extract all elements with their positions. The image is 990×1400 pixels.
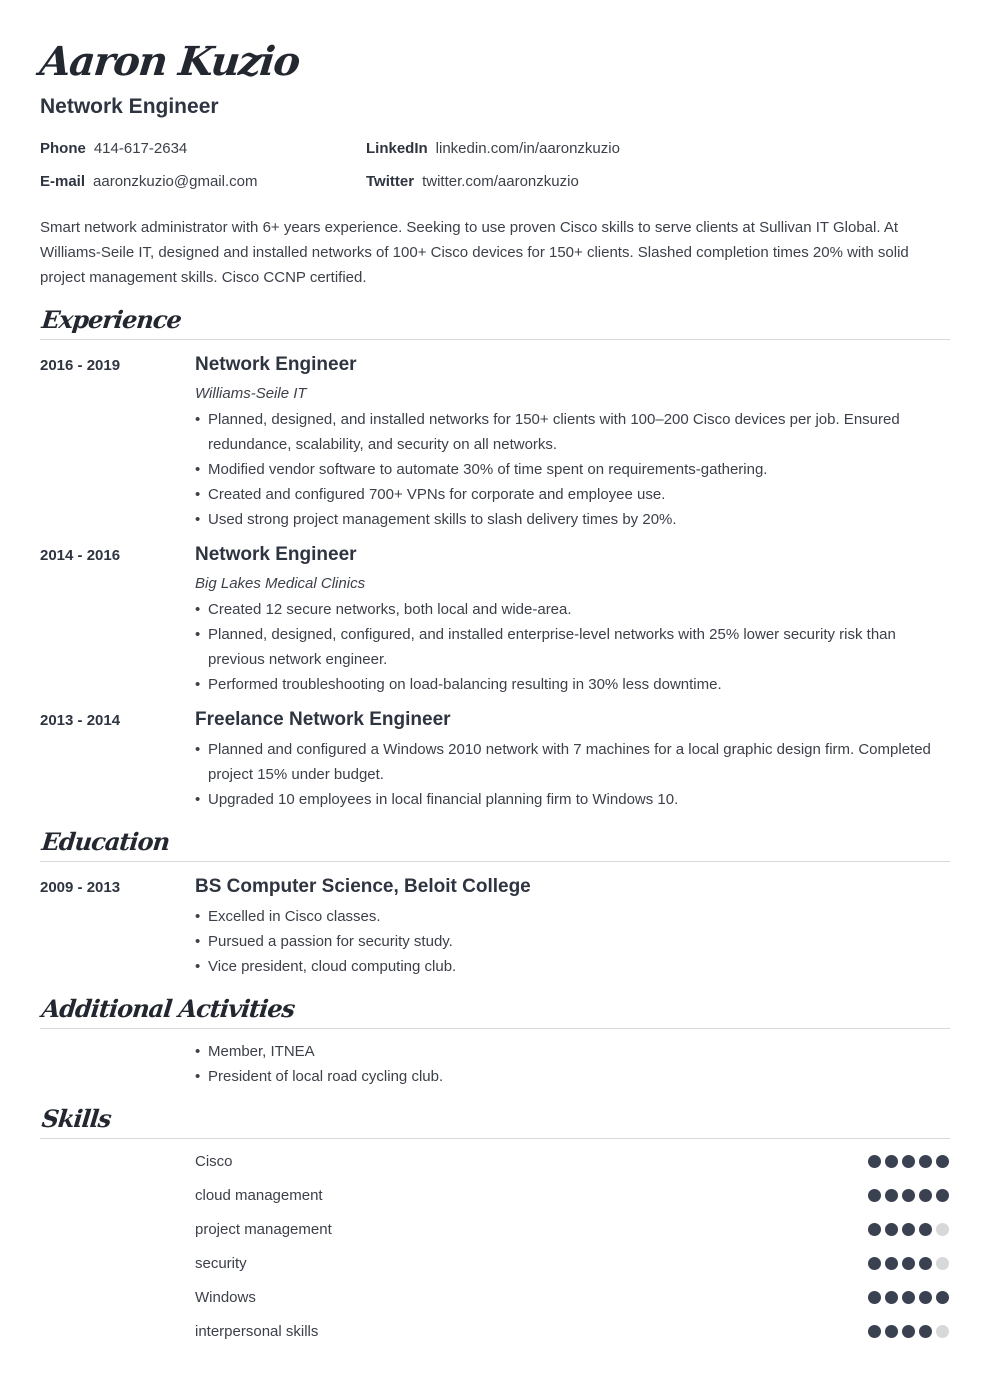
contact-value: linkedin.com/in/aaronzkuzio [435, 140, 620, 157]
bullet-item: • Created 12 secure networks, both local and wide-area. [195, 597, 950, 622]
skill-row [195, 1286, 950, 1310]
contact-twitter [366, 172, 579, 192]
entry-bullets [195, 904, 950, 979]
contact-email [40, 172, 257, 192]
activities-list [195, 1039, 950, 1089]
contact-value: twitter.com/aaronzkuzio [422, 173, 579, 190]
rating-dot-filled-icon [902, 1189, 915, 1202]
rating-dot-filled-icon [919, 1155, 932, 1168]
section-heading-activities: Additional Activities [40, 992, 950, 1029]
rating-dot-filled-icon [919, 1325, 932, 1338]
skill-name: cloud management [195, 1187, 323, 1204]
entry-dates: 2013 - 2014 [40, 712, 121, 729]
rating-dot-filled-icon [902, 1155, 915, 1168]
entry-title: BS Computer Science, Beloit College [195, 876, 531, 897]
rating-dot-filled-icon [902, 1291, 915, 1304]
contact-label: Twitter [366, 173, 415, 190]
bullet-item: • Used strong project management skills to slash delivery times by 20%. [195, 507, 950, 532]
entry-company: Williams-Seile IT [195, 385, 307, 402]
rating-dot-filled-icon [919, 1223, 932, 1236]
rating-dot-filled-icon [919, 1189, 932, 1202]
skill-name: project management [195, 1221, 332, 1238]
contact-linkedin [366, 139, 620, 159]
contact-phone [40, 139, 187, 159]
skill-rating [868, 1325, 949, 1338]
skill-rating [868, 1155, 949, 1168]
rating-dot-filled-icon [868, 1223, 881, 1236]
contact-label: LinkedIn [366, 140, 428, 157]
rating-dot-filled-icon [868, 1291, 881, 1304]
rating-dot-empty-icon [936, 1257, 949, 1270]
contact-label: Phone [40, 140, 86, 157]
section-heading-education: Education [40, 825, 950, 862]
skill-row [195, 1320, 950, 1344]
rating-dot-empty-icon [936, 1223, 949, 1236]
rating-dot-filled-icon [919, 1257, 932, 1270]
rating-dot-filled-icon [868, 1325, 881, 1338]
rating-dot-filled-icon [885, 1291, 898, 1304]
skill-row [195, 1150, 950, 1174]
rating-dot-filled-icon [868, 1189, 881, 1202]
candidate-name: Aaron Kuzio [37, 38, 302, 85]
bullet-item: • Pursued a passion for security study. [195, 929, 950, 954]
bullet-item: • Planned, designed, configured, and installed enterprise-level networks with 25% lower security risk than previous network engineer. [195, 622, 950, 672]
rating-dot-filled-icon [936, 1155, 949, 1168]
rating-dot-filled-icon [885, 1223, 898, 1236]
skill-rating [868, 1223, 949, 1236]
skill-rating [868, 1291, 949, 1304]
rating-dot-filled-icon [885, 1257, 898, 1270]
bullet-item: • Created and configured 700+ VPNs for corporate and employee use. [195, 482, 950, 507]
entry-dates: 2009 - 2013 [40, 879, 121, 896]
bullet-item: • Member, ITNEA [195, 1039, 950, 1064]
rating-dot-filled-icon [902, 1223, 915, 1236]
section-heading-skills: Skills [40, 1102, 950, 1139]
skill-name: security [195, 1255, 247, 1272]
rating-dot-filled-icon [868, 1155, 881, 1168]
contact-value: 414-617-2634 [93, 140, 188, 157]
rating-dot-filled-icon [902, 1325, 915, 1338]
rating-dot-filled-icon [919, 1291, 932, 1304]
contact-label: E-mail [40, 173, 86, 190]
bullet-item: • Modified vendor software to automate 30% of time spent on requirements-gathering. [195, 457, 950, 482]
bullet-item: • President of local road cycling club. [195, 1064, 950, 1089]
skill-row [195, 1252, 950, 1276]
entry-title: Network Engineer [195, 544, 357, 565]
skill-name: Windows [195, 1289, 256, 1306]
skill-row [195, 1184, 950, 1208]
rating-dot-empty-icon [936, 1325, 949, 1338]
entry-bullets [195, 407, 950, 532]
bullet-item: • Excelled in Cisco classes. [195, 904, 950, 929]
bullet-item: • Upgraded 10 employees in local financial planning firm to Windows 10. [195, 787, 950, 812]
bullet-item: • Performed troubleshooting on load-balancing resulting in 30% less downtime. [195, 672, 950, 697]
rating-dot-filled-icon [885, 1189, 898, 1202]
entry-company: Big Lakes Medical Clinics [195, 575, 366, 592]
rating-dot-filled-icon [902, 1257, 915, 1270]
entry-dates: 2016 - 2019 [40, 357, 121, 374]
entry-bullets [195, 737, 950, 812]
candidate-title: Network Engineer [40, 95, 219, 118]
skill-rating [868, 1257, 949, 1270]
bullet-item: • Planned and configured a Windows 2010 network with 7 machines for a local graphic design firm. Completed project 15% under budget. [195, 737, 950, 787]
bullet-item: • Planned, designed, and installed networks for 150+ clients with 100–200 Cisco devices per job. Ensured redundance, scalability, and security on all networks. [195, 407, 950, 457]
contact-value: aaronzkuzio@gmail.com [93, 173, 258, 190]
entry-title: Network Engineer [195, 354, 357, 375]
entry-title: Freelance Network Engineer [195, 709, 451, 730]
skill-rating [868, 1189, 949, 1202]
rating-dot-filled-icon [936, 1189, 949, 1202]
section-heading-experience: Experience [40, 303, 950, 340]
rating-dot-filled-icon [868, 1257, 881, 1270]
summary: Smart network administrator with 6+ years experience. Seeking to use proven Cisco skills to serve clients at Sullivan IT Global. At Williams-Seile IT, designed and installed networks of 100+ Cisco devices for 150+ clients. Slashed completion times 20% with solid project management skills. Cisco CCNP certified. [40, 219, 909, 286]
entry-bullets [195, 597, 950, 697]
skill-name: Cisco [195, 1153, 233, 1170]
rating-dot-filled-icon [936, 1291, 949, 1304]
skill-row [195, 1218, 950, 1242]
entry-dates: 2014 - 2016 [40, 547, 121, 564]
skill-name: interpersonal skills [195, 1323, 319, 1340]
rating-dot-filled-icon [885, 1325, 898, 1338]
bullet-item: • Vice president, cloud computing club. [195, 954, 950, 979]
rating-dot-filled-icon [885, 1155, 898, 1168]
